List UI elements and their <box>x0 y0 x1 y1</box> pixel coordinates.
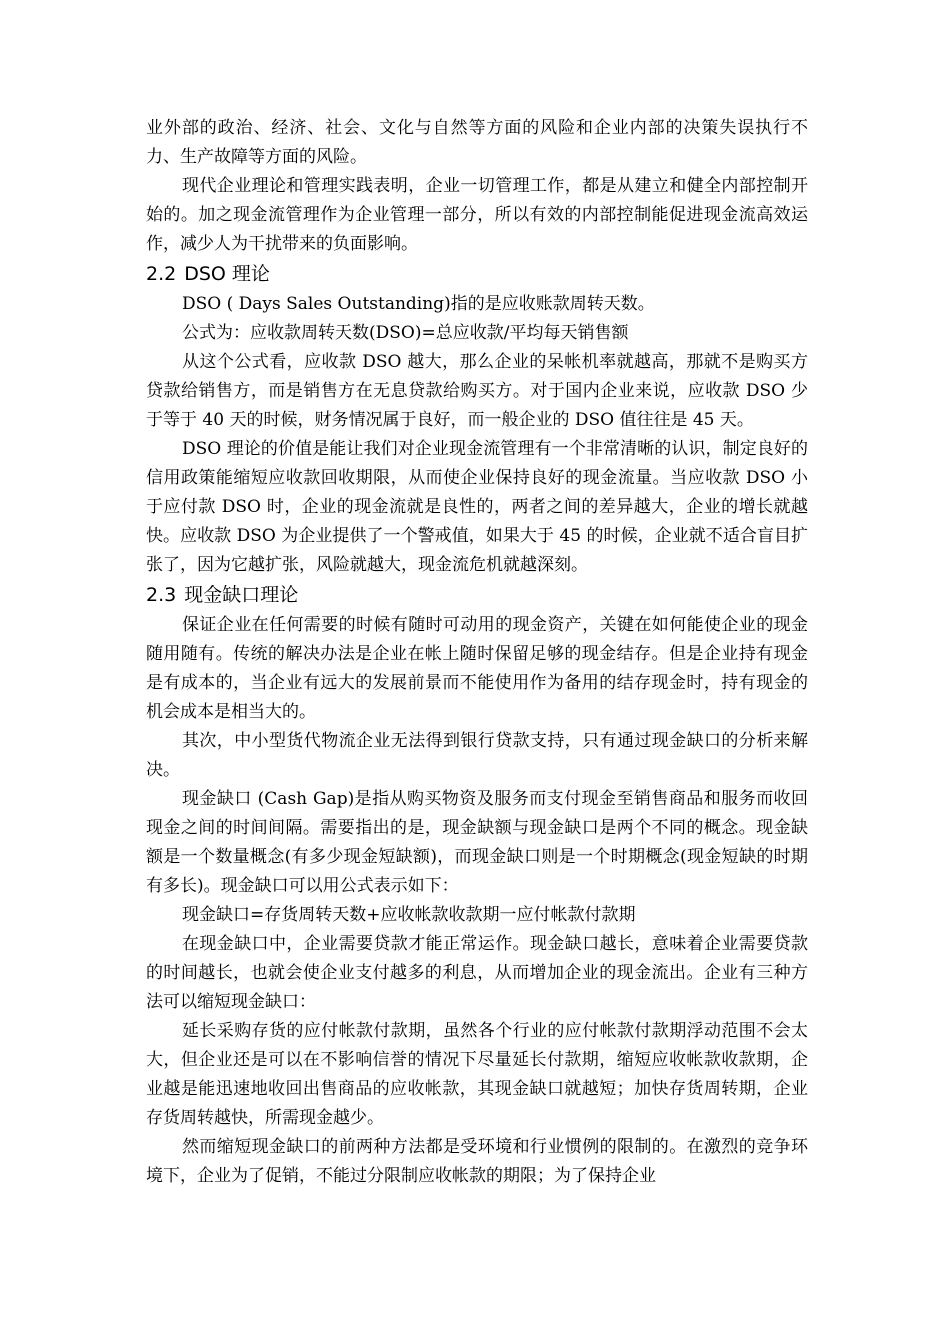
paragraph-shorten-methods: 延长采购存货的应付帐款付款期，虽然各个行业的应付帐款付款期浮动范围不会太大，但企业还是可以在不影响信誉的情况下尽量延长付款期，缩短应收帐款收款期，企业越是能迅速地收回出售商品的应收帐款，其现金缺口就越短；加快存货周转期，企业存货周转越快，所需现金越少。 <box>146 1021 808 1128</box>
paragraph-dso-formula: 公式为：应收款周转天数(DSO)=总应收款/平均每天销售额 <box>182 323 629 343</box>
section-title: DSO 理论 <box>184 263 270 285</box>
paragraph-dso-interpretation: 从这个公式看，应收款 DSO 越大，那么企业的呆帐机率就越高，那就不是购买方贷款给销售方，而是销售方在无息贷款给购买方。对于国内企业来说，应收款 DSO 少于等于 40 天的时候，财务情况属于良好，而一般企业的 DSO 值往往是 45 天。 <box>146 352 808 430</box>
document-page <box>146 114 808 1191</box>
paragraph-dso-value: DSO 理论的价值是能让我们对企业现金流管理有一个非常清晰的认识，制定良好的信用政策能缩短应收款回收期限，从而使企业保持良好的现金流量。当应收款 DSO 小于应付款 DSO 时，企业的现金流就是良性的，两者之间的差异越大，企业的增长就越快。应收款 DSO 为企业提供了一个警戒值，如果大于 45 的时候，企业就不适合盲目扩张了，因为它越扩张，风险就越大，现金流危机就越深刻。 <box>146 439 808 575</box>
paragraph-internal-control: 现代企业理论和管理实践表明，企业一切管理工作，都是从建立和健全内部控制开始的。加之现金流管理作为企业管理一部分，所以有效的内部控制能促进现金流高效运作，减少人为干扰带来的负面影响。 <box>146 176 808 254</box>
paragraph-cash-availability: 保证企业在任何需要的时候有随时可动用的现金资产，关键在如何能使企业的现金随用随有。传统的解决办法是企业在帐上随时保留足够的现金结存。但是企业持有现金是有成本的，当企业有远大的发展前景而不能使用作为备用的结存现金时，持有现金的机会成本是相当大的。 <box>146 615 808 722</box>
section-title: 现金缺口理论 <box>184 584 299 606</box>
section-heading-2-3 <box>146 581 808 610</box>
paragraph-cash-gap-definition: 现金缺口 (Cash Gap)是指从购买物资及服务而支付现金至销售商品和服务而收回现金之间的时间间隔。需要指出的是，现金缺额与现金缺口是两个不同的概念。现金缺额是一个数量概念(有多少现金短缺额)，而现金缺口则是一个时期概念(现金短缺的时期有多长)。现金缺口可以用公式表示如下： <box>146 789 808 896</box>
section-heading-2-2 <box>146 260 808 289</box>
section-number: 2.2 <box>146 263 177 285</box>
paragraph-dso-definition: DSO ( Days Sales Outstanding)指的是应收账款周转天数。 <box>182 294 655 314</box>
paragraph-sme-financing: 其次，中小型货代物流企业无法得到银行贷款支持，只有通过现金缺口的分析来解决。 <box>146 731 808 780</box>
paragraph-risk-continuation: 业外部的政治、经济、社会、文化与自然等方面的风险和企业内部的决策失误执行不力、生产故障等方面的风险。 <box>146 118 808 167</box>
paragraph-method-limits: 然而缩短现金缺口的前两种方法都是受环境和行业惯例的限制的。在激烈的竞争环境下，企业为了促销，不能过分限制应收帐款的期限；为了保持企业 <box>146 1137 808 1186</box>
paragraph-cash-gap-formula: 现金缺口=存货周转天数+应收帐款收款期一应付帐款付款期 <box>182 905 636 925</box>
section-number: 2.3 <box>146 584 177 606</box>
paragraph-cash-gap-effects: 在现金缺口中，企业需要贷款才能正常运作。现金缺口越长，意味着企业需要贷款的时间越长，也就会使企业支付越多的利息，从而增加企业的现金流出。企业有三种方法可以缩短现金缺口： <box>146 934 808 1012</box>
